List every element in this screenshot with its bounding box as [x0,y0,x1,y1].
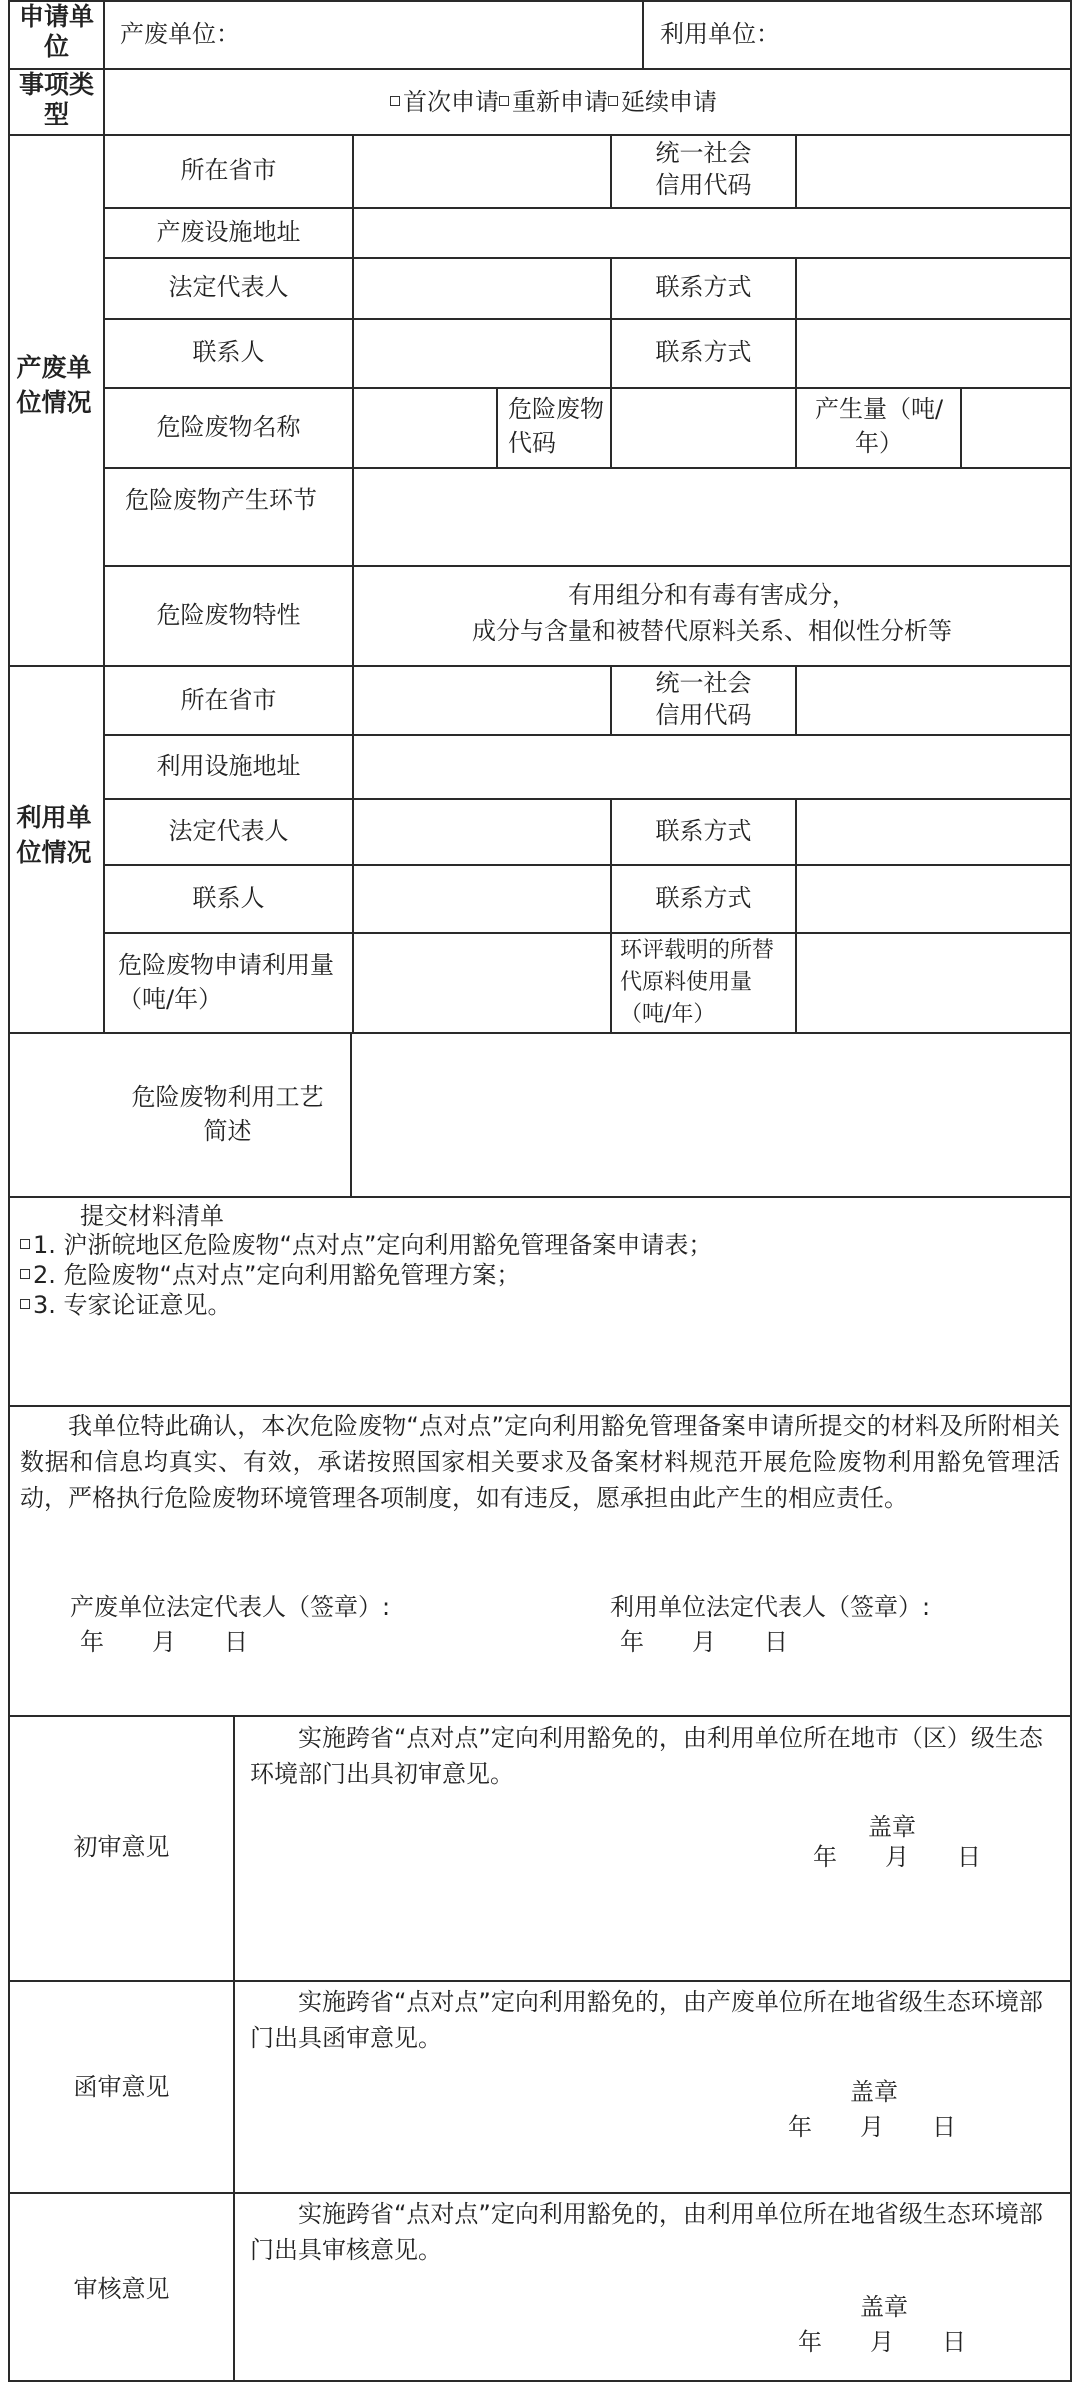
rule [795,665,797,734]
waste-property-label: 危险废物特性 [156,601,301,629]
rule [350,1032,352,1196]
producer-legal-rep-label: 法定代表人 [168,273,289,301]
property-hint-2: 成分与含量和被替代原料关系、相似性分析等 [472,617,952,645]
producer-signature-label: 产废单位法定代表人（签章）: [70,1593,391,1621]
user-credit-code-label: 统一社会信用代码 [655,669,752,729]
audit-review-label: 审核意见 [73,2275,170,2303]
audit-review-text: 实施跨省“点对点”定向利用豁免的，由利用单位所在地省级生态环境部门出具审核意见。 [250,2200,1043,2264]
waste-stage-label: 危险废物产生环节 [125,486,317,514]
output-label: 产生量（吨/年） [814,395,944,457]
rule [103,734,1072,736]
user-legal-rep-label: 法定代表人 [168,817,289,845]
letter-review-text: 实施跨省“点对点”定向利用豁免的，由产废单位所在地省级生态环境部门出具函审意见。 [250,1988,1043,2052]
materials-title: 提交材料清单 [80,1202,224,1230]
applicant-label: 申请单位 [18,2,94,61]
property-hint-1: 有用组分和有毒有害成分， [568,581,856,609]
user-unit-label: 利用单位： [660,20,780,48]
initial-review-text: 实施跨省“点对点”定向利用豁免的，由利用单位所在地市（区）级生态环境部门出具初审意见。 [250,1724,1043,1788]
declaration-text: 我单位特此确认，本次危险废物“点对点”定向利用豁免管理备案申请所提交的材料及所附相关数据和信息均真实、有效，承诺按照国家相关要求及备案材料规范开展危险废物利用豁免管理活动，严格执行危险废物环境管理各项制度，如有违反，愿承担由此产生的相应责任。 [20,1412,1060,1512]
user-section-title: 利用单位情况 [16,803,92,867]
frame-top [8,0,1072,2]
rule [795,134,797,207]
rule [103,207,1072,209]
matter-type-label: 事项类型 [18,70,94,129]
rule [103,318,1072,320]
frame-left [8,0,10,2382]
process-label: 危险废物利用工艺简述 [131,1083,324,1145]
audit-review-date: 年 月 日 [798,2328,966,2356]
rule [103,467,1072,469]
user-province-label: 所在省市 [180,686,277,714]
rule [233,1715,235,2382]
rule [8,68,1072,70]
letter-review-label: 函审意见 [73,2073,170,2101]
letter-review-seal: 盖章 [850,2078,898,2106]
rule [352,665,354,1032]
rule [795,257,797,387]
initial-review-label: 初审意见 [73,1833,170,1861]
rule [103,798,1072,800]
rule [496,387,498,467]
producer-province-label: 所在省市 [180,156,277,184]
producer-signature-date: 年 月 日 [80,1628,248,1656]
user-signature-label: 利用单位法定代表人（签章）: [610,1593,931,1621]
matter-type-options [390,85,717,119]
rule [8,665,1072,667]
material-item-1[interactable]: 1. 沪浙皖地区危险废物“点对点”定向利用豁免管理备案申请表； [20,1228,712,1262]
rule [103,864,1072,866]
eia-amount-label: 环评载明的所替代原料使用量（吨/年） [620,938,775,1027]
waste-name-label: 危险废物名称 [156,413,301,441]
producer-section-title: 产废单位情况 [16,353,92,417]
rule [795,798,797,1032]
user-contact-person-label: 联系人 [192,884,265,912]
apply-amount-label: 危险废物申请利用量（吨/年） [118,951,334,1013]
initial-review-seal: 盖章 [868,1813,916,1841]
user-signature-date: 年 月 日 [620,1628,788,1656]
rule [610,387,612,467]
checkbox-extend[interactable]: 延续申请 [608,88,717,116]
initial-review-date: 年 月 日 [813,1843,981,1871]
rule [642,0,644,68]
user-contact-method-label: 联系方式 [655,817,752,845]
user-facility-address-label: 利用设施地址 [156,752,301,780]
rule [8,2192,1072,2194]
producer-contact-person-label: 联系人 [192,338,265,366]
rule [8,1715,1072,1717]
producer-contact-method-label: 联系方式 [655,273,752,301]
producer-facility-address-label: 产废设施地址 [156,218,301,246]
audit-review-seal: 盖章 [860,2293,908,2321]
rule [8,134,1072,136]
rule [960,387,962,467]
rule [103,932,1072,934]
rule [8,1196,1072,1198]
producer-contact-method-label-2: 联系方式 [655,338,752,366]
letter-review-date: 年 月 日 [788,2113,956,2141]
rule [103,257,1072,259]
rule [103,387,1072,389]
rule [8,1405,1072,1407]
frame-bottom [8,2380,1072,2382]
producer-unit-label: 产废单位： [120,20,240,48]
frame-right [1070,0,1072,2382]
checkbox-renew[interactable]: 重新申请 [499,88,608,116]
rule [8,1980,1072,1982]
user-contact-method-label-2: 联系方式 [655,884,752,912]
producer-credit-code-label: 统一社会信用代码 [655,139,752,199]
waste-code-label: 危险废物代码 [508,395,604,457]
material-item-2[interactable]: 2. 危险废物“点对点”定向利用豁免管理方案； [20,1258,520,1292]
material-item-3[interactable]: 3. 专家论证意见。 [20,1288,232,1322]
rule [8,1032,1072,1034]
rule [795,387,797,467]
checkbox-first[interactable]: 首次申请 [390,88,499,116]
rule [103,565,1072,567]
